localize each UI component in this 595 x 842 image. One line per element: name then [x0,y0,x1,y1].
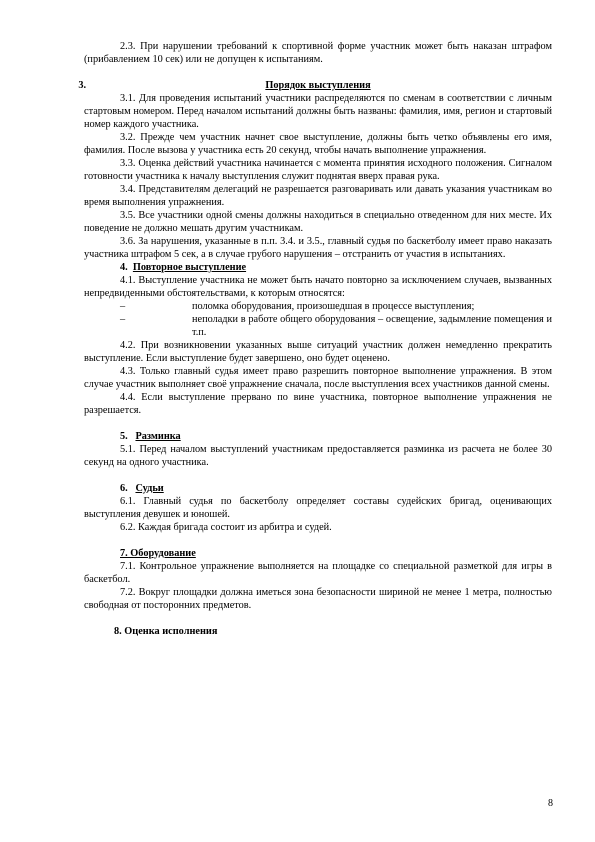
section-5-title: Разминка [135,431,181,442]
paragraph-3-4: 3.4. Представителям делегаций не разрешается разговаривать или давать указания участникам во время выполнения упражнения. [84,184,552,208]
paragraph-4-3: 4.3. Только главный судья имеет право разрешить повторное выполнение упражнения. В этом случае участник выполняет своё упражнение сначала, после выступления всех участников данной смены. [84,366,552,390]
section-8-heading: 8. Оценка исполнения [114,626,218,637]
paragraph-5-1: 5.1. Перед началом выступлений участникам предоставляется разминка из расчета не более 30 секунд на одного участника. [84,444,552,468]
paragraph-4-1: 4.1. Выступление участника не может быть начато повторно за исключением случаев, вызванных непредвиденными обстоятельствами, к которым относятся: [84,275,552,299]
dash-item-2 [84,313,552,339]
page-number: 8 [548,798,553,809]
section-5-heading [84,430,552,443]
paragraph-3-1: 3.1. Для проведения испытаний участники распределяются по сменам в соответствии с личным стартовым номером. Перед началом испытаний должны быть названы: фамилия, имя, регион и стартовый номер каждого участника. [84,93,552,130]
section-7-heading [84,547,552,560]
paragraph-3-3: 3.3. Оценка действий участника начинается с момента принятия исходного положения. Сигналом готовности участника к началу выступления служит поднятая вверх правая рука. [84,158,552,182]
dash-item-text: неполадки в работе общего оборудования – освещение, задымление помещения и т.п. [192,314,552,338]
section-4-heading [84,261,552,274]
section-6-heading [84,482,552,495]
section-6-title: Судьи [135,483,164,494]
dash-item-text: поломка оборудования, произошедшая в процессе выступления; [192,301,475,312]
paragraph-3-6: 3.6. За нарушения, указанные в п.п. 3.4. и 3.5., главный судья по баскетболу имеет право наказать участника штрафом 5 сек, а в случае грубого нарушения – отстранить от участия в испытаниях. [84,236,552,260]
section-3-heading: 3. Порядок выступления [78,80,371,91]
section-3-title: Порядок выступления [265,80,371,91]
paragraph-4-2: 4.2. При возникновении указанных выше ситуаций участник должен немедленно прекратить выступление. Если выступление будет завершено, оно будет оценено. [84,340,552,364]
paragraph-7-2: 7.2. Вокруг площадки должна иметься зона безопасности шириной не менее 1 метра, полностью свободная от посторонних предметов. [84,587,552,611]
dash-item-1 [84,300,552,313]
section-6-number: 6. [120,483,128,494]
dash-marker: – [120,314,126,325]
section-4-title: Повторное выступление [132,262,247,273]
paragraph-6-1: 6.1. Главный судья по баскетболу определяет составы судейских бригад, оценивающих выступления девушек и юношей. [84,496,552,520]
dash-marker: – [120,301,126,312]
paragraph-7-1: 7.1. Контрольное упражнение выполняется на площадке со специальной разметкой для игры в баскетбол. [84,561,552,585]
section-7-title: 7. Оборудование [120,548,196,559]
section-4-number: 4. [120,262,128,273]
paragraph-4-4: 4.4. Если выступление прервано по вине участника, повторное выполнение упражнения не разрешается. [84,392,552,416]
paragraph-3-5: 3.5. Все участники одной смены должны находиться в специально отведенном для них месте. Их поведение не должно мешать другим участникам. [84,210,552,234]
page-content [78,40,552,638]
paragraph-2-3: 2.3. При нарушении требований к спортивной форме участник может быть наказан штрафом (прибавлением 10 сек) или не допущен к испытаниям. [84,41,552,65]
paragraph-6-2: 6.2. Каждая бригада состоит из арбитра и судей. [120,522,332,533]
paragraph-3-2: 3.2. Прежде чем участник начнет свое выступление, должны быть четко объявлены его имя, фамилия. После вызова у участника есть 20 секунд, чтобы начать выполнение упражнения. [84,132,552,156]
section-5-number: 5. [120,431,128,442]
